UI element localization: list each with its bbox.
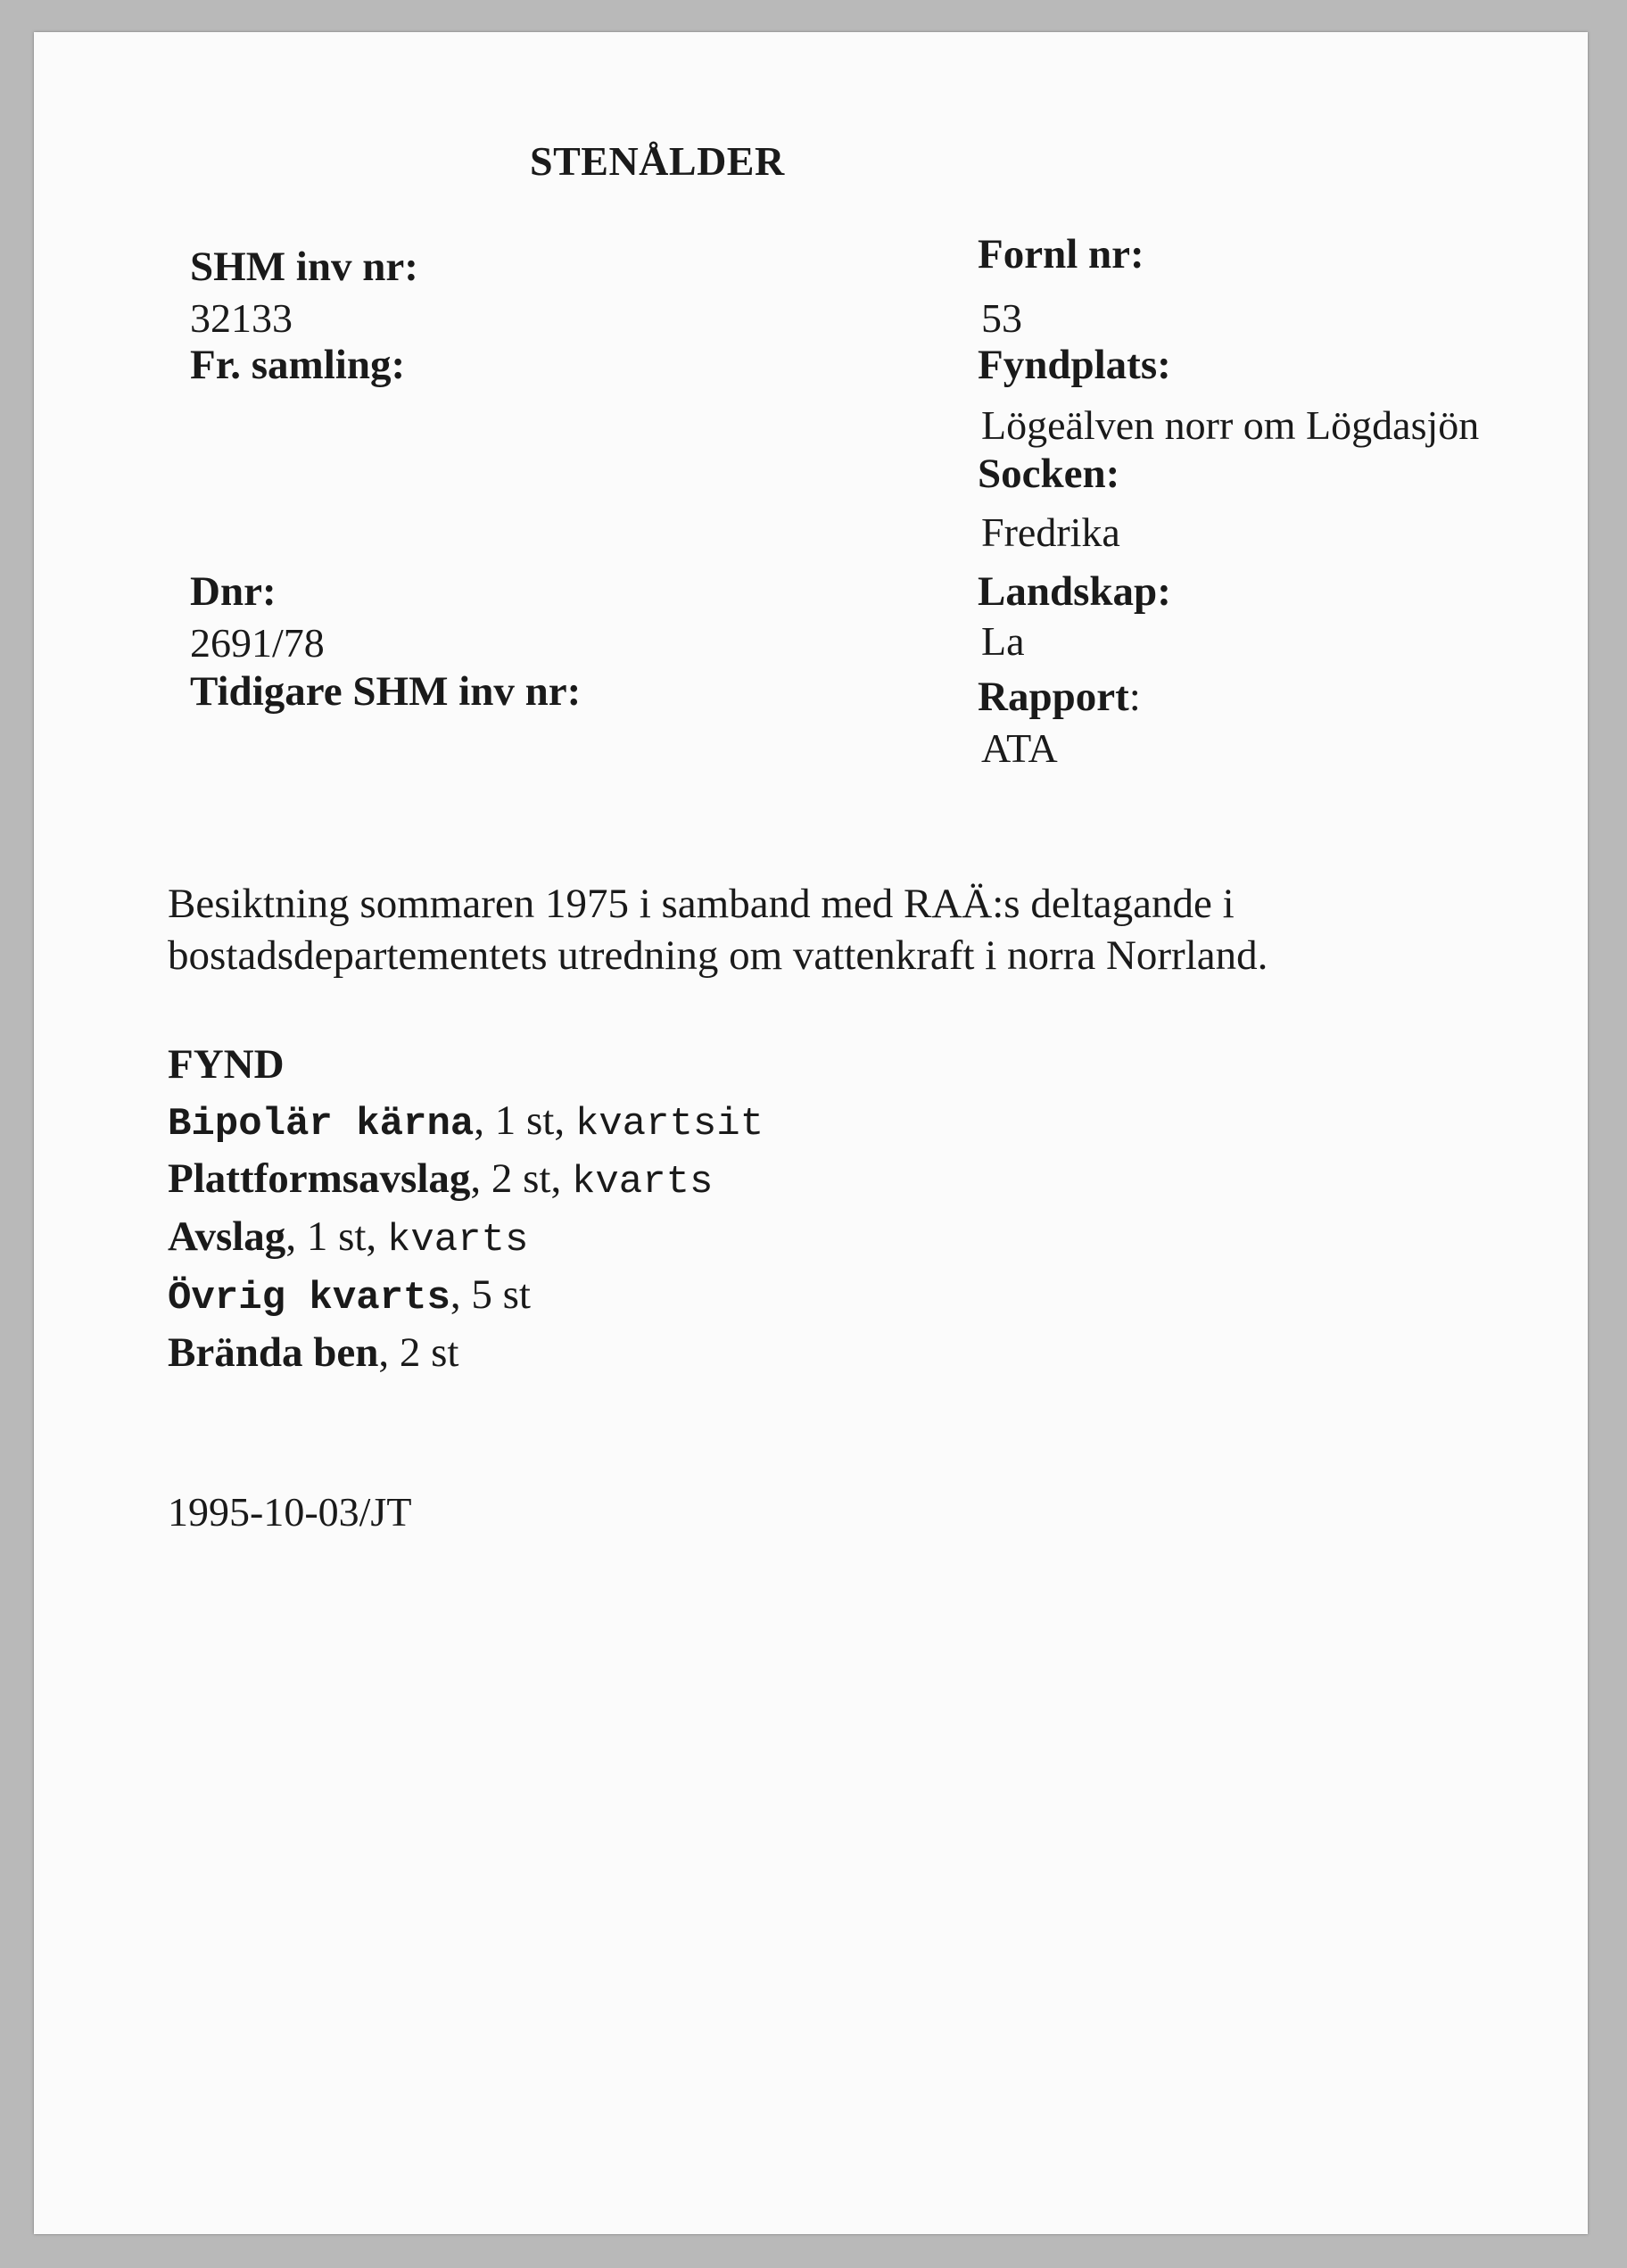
signature-date: 1995-10-03/JT xyxy=(168,1489,412,1535)
shm-inv-value: 32133 xyxy=(190,295,293,341)
fynd-item-count: , 2 st xyxy=(378,1329,459,1376)
fynd-item-count: , 5 st xyxy=(450,1271,531,1318)
fynd-item-name: Avslag xyxy=(168,1213,286,1260)
shm-inv-label: SHM inv nr: xyxy=(190,244,418,290)
fynd-item-material: kvarts xyxy=(386,1218,529,1262)
fynd-item-material: kvarts xyxy=(571,1160,714,1204)
landskap-label: Landskap: xyxy=(978,568,1171,615)
fynd-item-avslag xyxy=(168,1208,764,1266)
fynd-item-branda-ben xyxy=(168,1324,764,1382)
socken-label: Socken: xyxy=(978,451,1120,497)
fyndplats-label: Fyndplats: xyxy=(978,342,1171,388)
fyndplats-value: Lögeälven norr om Lögdasjön xyxy=(981,402,1480,448)
fr-samling-label: Fr. samling: xyxy=(190,342,406,388)
fynd-heading: FYND xyxy=(168,1041,285,1088)
fynd-item-bipolar xyxy=(168,1092,764,1150)
rapport-value: ATA xyxy=(981,725,1058,771)
fynd-item-name: Övrig kvarts xyxy=(168,1276,450,1320)
rapport-label-text: Rapport xyxy=(978,674,1129,720)
fynd-item-count: , 1 st, xyxy=(474,1097,575,1144)
rapport-label xyxy=(978,673,1141,721)
fornl-value: 53 xyxy=(981,295,1022,341)
fynd-item-material: kvartsit xyxy=(574,1102,764,1146)
rapport-colon: : xyxy=(1128,674,1141,720)
fynd-item-name: Bipolär kärna xyxy=(168,1102,475,1146)
fynd-list xyxy=(168,1092,764,1382)
document-title: STENÅLDER xyxy=(530,138,785,184)
document-page xyxy=(34,32,1588,2234)
fynd-item-ovrig-kvarts xyxy=(168,1266,764,1324)
fornl-label: Fornl nr: xyxy=(978,231,1144,277)
socken-value: Fredrika xyxy=(981,509,1120,555)
description-paragraph: Besiktning sommaren 1975 i samband med RAÄ:s deltagande i bostadsdepartementets utredning om vattenkraft i norra Norrland. xyxy=(168,881,1268,979)
fynd-item-count: , 2 st, xyxy=(470,1155,572,1202)
dnr-value: 2691/78 xyxy=(190,620,325,666)
dnr-label: Dnr: xyxy=(190,568,277,615)
landskap-value: La xyxy=(981,618,1025,664)
tidigare-shm-inv-label: Tidigare SHM inv nr: xyxy=(190,668,582,715)
fynd-item-name: Brända ben xyxy=(168,1329,379,1376)
fynd-item-count: , 1 st, xyxy=(285,1213,387,1260)
fynd-item-plattformsavslag xyxy=(168,1150,764,1208)
fynd-item-name: Plattformsavslag xyxy=(168,1155,471,1202)
